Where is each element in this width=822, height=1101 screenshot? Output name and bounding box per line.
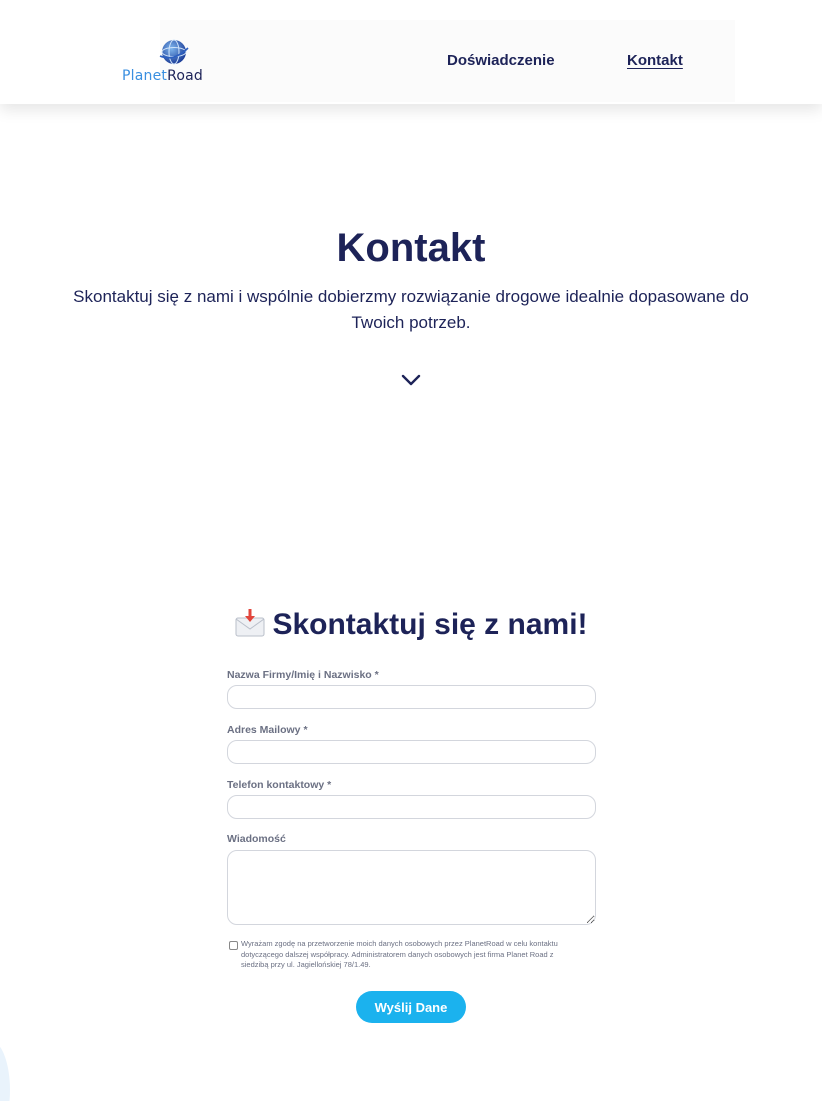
- nav-link-kontakt[interactable]: Kontakt: [627, 52, 683, 69]
- logo-text-road: Road: [167, 68, 204, 84]
- envelope-icon: [234, 608, 266, 638]
- page-title: Kontakt: [336, 226, 486, 270]
- phone-label: Telefon kontaktowy *: [227, 779, 332, 791]
- email-field[interactable]: [227, 740, 596, 764]
- company-name-label: Nazwa Firmy/Imię i Nazwisko *: [227, 669, 379, 681]
- submit-button[interactable]: Wyślij Dane: [356, 991, 466, 1023]
- chevron-down-icon[interactable]: [400, 372, 422, 388]
- planetroad-logo[interactable]: [122, 36, 222, 88]
- site-header: [0, 0, 822, 104]
- company-name-field[interactable]: [227, 685, 596, 709]
- form-title: [0, 608, 822, 642]
- message-label: Wiadomość: [227, 833, 286, 845]
- globe-icon: [158, 38, 190, 66]
- message-textarea[interactable]: [227, 850, 596, 925]
- phone-field[interactable]: [227, 795, 596, 819]
- background-decoration: [0, 1040, 10, 1101]
- nav-link-doswiadczenie[interactable]: Doświadczenie: [447, 52, 555, 69]
- form-title-text: Skontaktuj się z nami!: [272, 608, 588, 641]
- email-label: Adres Mailowy *: [227, 724, 308, 736]
- consent-text: Wyrażam zgodę na przetworzenie moich danych osobowych przez PlanetRoad w celu kontaktu dotyczącego dalszej współpracy. Administratorem danych osobowych jest firma Planet Road z siedzibą przy ul. Jagiellońskiej 78/1.49.: [241, 939, 558, 969]
- logo-text-planet: Planet: [122, 68, 168, 84]
- logo-wordmark: [122, 68, 203, 84]
- consent-checkbox[interactable]: [229, 941, 238, 950]
- page-subtitle: Skontaktuj się z nami i wspólnie dobierzmy rozwiązanie drogowe idealnie dopasowane do Twoich potrzeb.: [73, 287, 749, 332]
